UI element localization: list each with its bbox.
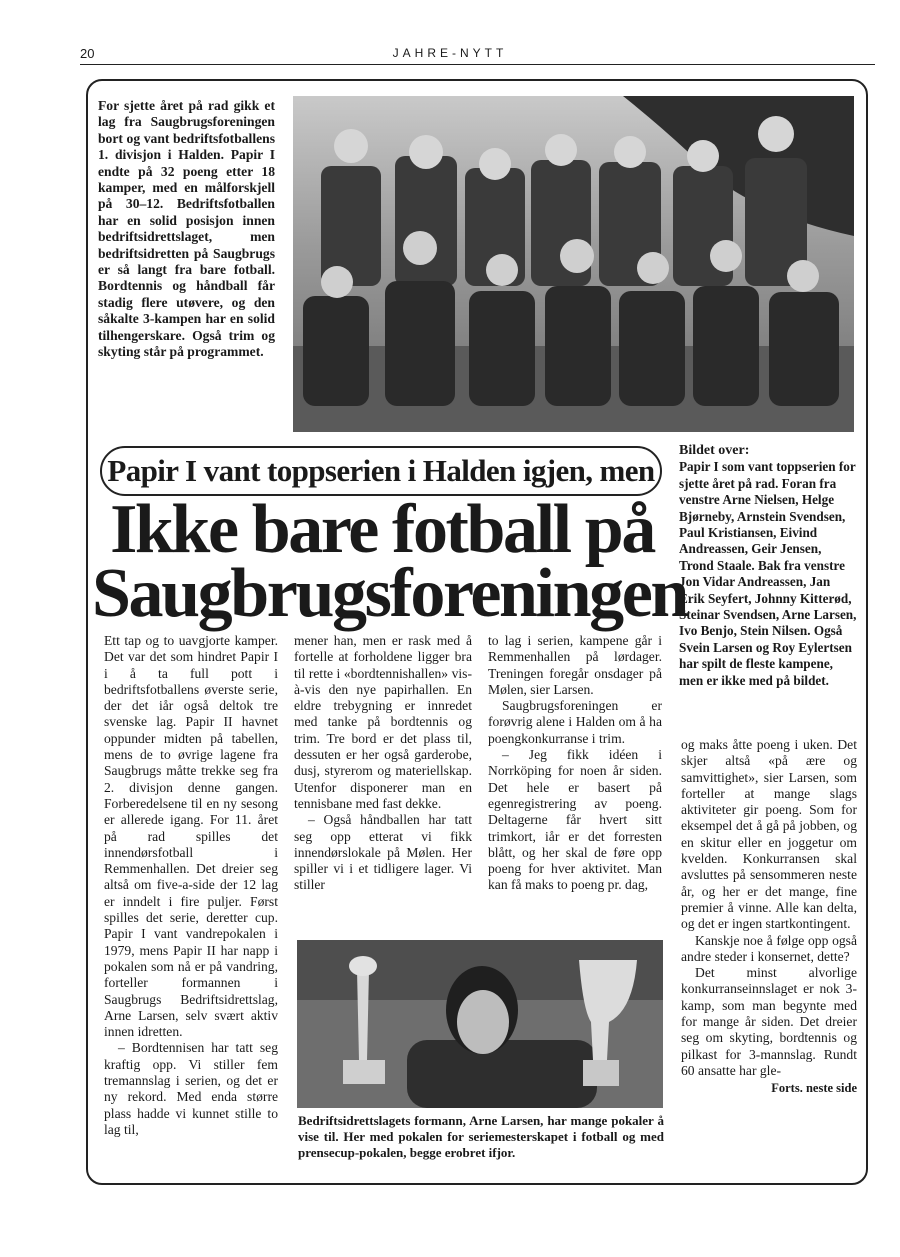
team-photo-caption: [679, 443, 857, 689]
paragraph: – Bordtennisen har tatt seg kraftig opp. Vi stiller fem tremannslag i serien, og det er ny rekord. Med enda større plass hadde vi kunnet stille to lag til,: [104, 1040, 278, 1137]
paragraph: Saugbrugsforeningen er forøvrig alene i Halden om å ha poengkonkurranse i trim.: [488, 698, 662, 746]
continued-next-page: Forts. neste side: [771, 1081, 857, 1096]
paragraph: – Også håndballen har tatt seg opp etterat vi fikk innendørslokale på Mølen. Her spiller vi i et tidligere lager. Vi stiller: [294, 812, 472, 893]
page-number: 20: [80, 46, 95, 61]
trophy-photo-caption: Bedriftsidrettslagets formann, Arne Larsen, har mange pokaler å vise til. Her med pokalen for seriemesterskapet i fotball og med prensecup-pokalen, begge erobret ifjor.: [298, 1113, 664, 1160]
paragraph: to lag i serien, kampene går i Remmenhallen på lørdager. Treningen foregår onsdager på Mølen, sier Larsen.: [488, 633, 662, 697]
running-head: JAHRE-NYTT: [392, 46, 508, 60]
team-photo: [293, 96, 854, 432]
headline: [92, 491, 687, 632]
body-column-4: [681, 737, 857, 1097]
body-column-1: [104, 633, 278, 1138]
headline-line-2: Saugbrugsforeningen: [92, 555, 687, 632]
body-column-2: [294, 633, 472, 894]
caption-label: Bildet over:: [679, 443, 750, 458]
kicker-banner: Papir I vant toppserien i Halden igjen, men: [100, 446, 662, 496]
trophy-photo: [297, 940, 663, 1108]
paragraph: Ett tap og to uavgjorte kamper. Det var det som hindret Papir I i å ta full pott i bedriftsfotballens øverste serie, der det iår også deltok tre svenske lag. Papir II havnet oppunder midten på tabellen, mens de to øvrige lagene fra Saugbrugs måtte trekke seg fra 2. divisjon denne gangen. Forberedelsene til en ny sesong er allerede igang. For 11. året på rad spilles det innendørsfotball i Remmenhallen. Det dreier seg altså om five-a-side der 12 lag er inndelt i fire puljer. Først spilles det serie, deretter cup. Papir I vant vandrepokalen i 1979, mens Papir II har napp i pokalen som nå er på vandring, forteller formannen i Saugbrugs Bedriftsidrettslag, Arne Larsen, selv svært aktiv innen idretten.: [104, 633, 278, 1040]
paragraph: Kanskje noe å følge opp også andre steder i konsernet, dette?: [681, 932, 857, 964]
header-rule: [80, 64, 875, 65]
body-column-3: [488, 633, 662, 894]
caption-text: Papir I som vant toppserien for sjette året på rad. Foran fra venstre Arne Nielsen, Helge Bjørneby, Arnstein Svendsen, Paul Kristiansen, Eivind Andreassen, Geir Jensen, Trond Staale. Bak fra venstre Jon Vidar Andreassen, Jan Erik Seyfert, Johnny Kitterød, Steinar Svendsen, Arne Larsen, Ivo Benjo, Stein Nilsen. Også Svein Larsen og Roy Eylertsen har spilt de fleste kampene, men er ikke med på bildet.: [679, 459, 857, 688]
paragraph: Det minst alvorlige konkurranseinnslaget er nok 3-kamp, som man begynte med for mange år siden. Det dreier seg om skyting, bordtennis og pilkast for 3-mannslag. Rundt 60 ansatte har gle-: [681, 965, 857, 1078]
paragraph: mener han, men er rask med å fortelle at forholdene ligger bra til rette i «bordtennishallen» vis-à-vis den nye papirhallen. En eldre trebygning er innredet med tanke på bordtennis og trim. Tre bord er det plass til, dessuten er her også garderobe, dusj, styrerom og materiellskap. Utenfor disponerer man en tennisbane med fast dekke.: [294, 633, 472, 811]
paragraph: – Jeg fikk idéen i Norrköping for noen år siden. Det hele er basert på egenregistrering av poeng. Deltagerne får hvert sitt trimkort, iår er det forresten blått, og her skal de føre opp poeng for hver aktivitet. Man kan få maks to poeng pr. dag,: [488, 747, 662, 893]
headline-line-1: Ikke bare fotball på: [110, 491, 654, 568]
paragraph: og maks åtte poeng i uken. Det skjer altså «på ære og samvittighet», sier Larsen, som forteller at mange slags aktiviteter gir poeng. Som for eksempel det å gå på jobben, og en skitur eller en joggetur om kvelden. Konkurransen skal avsluttes på sensommeren neste år, og her er det mange, fine premier å vinne. Alle kan delta, og det er ingen startkontingent.: [681, 737, 857, 932]
intro-text: For sjette året på rad gikk et lag fra Saugbrugsforeningen bort og vant bedriftsfotballens 1. divisjon i Halden. Papir I endte på 32 poeng etter 18 kamper, med en målforskjell på 30–12. Bedriftsfotballen har en solid posisjon innen bedriftsidrettslaget, men bedriftsidretten på Saugbrugs er så langt fra bare fotball. Bordtennis og håndball får stadig flere utøvere, og den såkalte 3-kampen har en solid tilhengerskare. Også trim og skyting står på programmet.: [98, 98, 275, 360]
